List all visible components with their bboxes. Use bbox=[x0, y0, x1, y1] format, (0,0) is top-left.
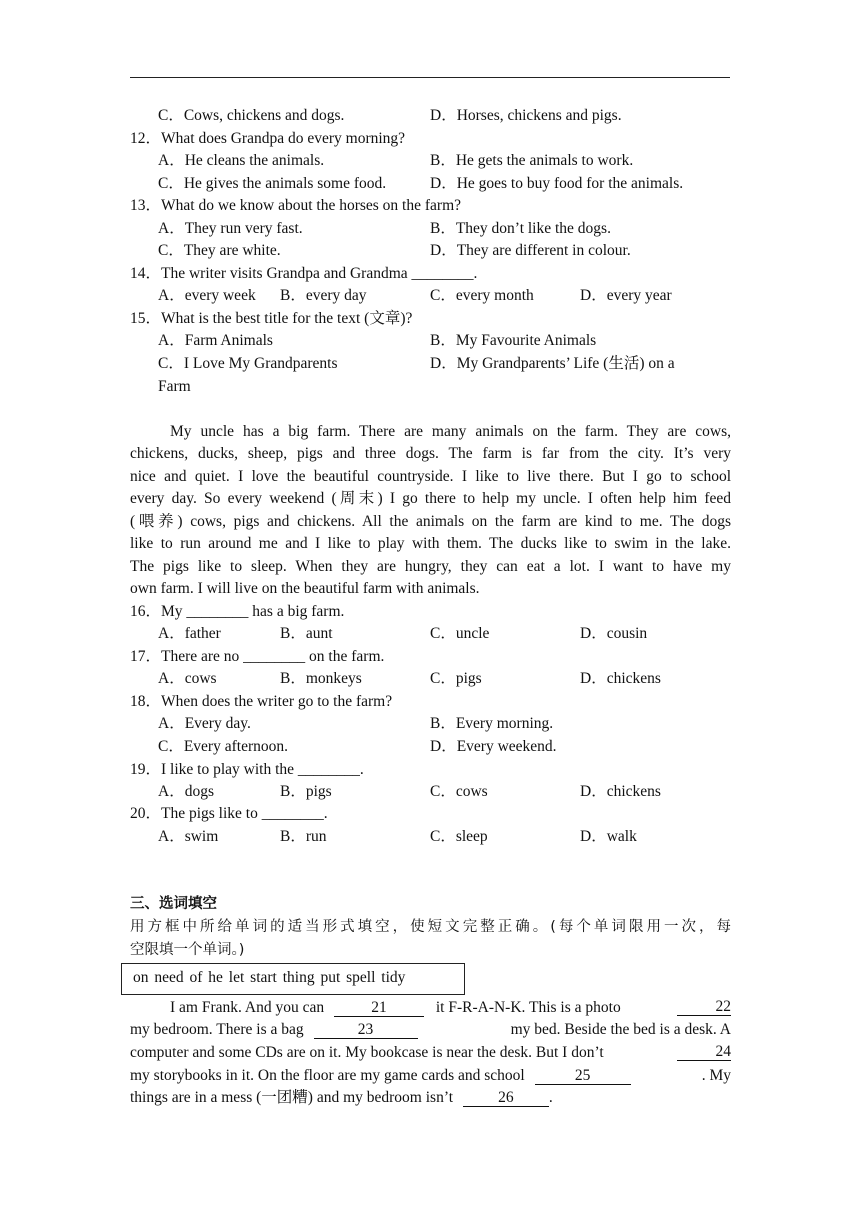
q15-option-d[interactable]: D．My Grandparents’ Life (生活) on a bbox=[430, 355, 675, 372]
q18-option-b[interactable]: B．Every morning. bbox=[430, 715, 554, 732]
q13-option-c[interactable]: C．They are white. bbox=[158, 242, 281, 259]
cloze-text: my bed. Beside the bed is a desk. A bbox=[510, 1021, 731, 1038]
q14-option-d[interactable]: D．every year bbox=[580, 287, 672, 304]
q19-option-a[interactable]: A．dogs bbox=[158, 783, 214, 800]
q17-option-d[interactable]: D．chickens bbox=[580, 670, 661, 687]
passage-line: My uncle has a big farm. There are many animals on the farm. They are cows, bbox=[170, 423, 731, 440]
passage-line: nice and quiet. I love the beautiful countryside. I like to live there. But I go to school bbox=[130, 468, 731, 485]
cloze-text: it F-R-A-N-K. This is a photo bbox=[435, 999, 621, 1016]
q13-option-a[interactable]: A．They run very fast. bbox=[158, 220, 303, 237]
q15-option-d-continued: Farm bbox=[158, 378, 191, 395]
q15-option-a[interactable]: A．Farm Animals bbox=[158, 332, 273, 349]
q15-option-b[interactable]: B．My Favourite Animals bbox=[430, 332, 597, 349]
q15-option-c[interactable]: C．I Love My Grandparents bbox=[158, 355, 338, 372]
blank-21[interactable]: 21 bbox=[334, 999, 424, 1017]
q20-option-a[interactable]: A．swim bbox=[158, 828, 219, 845]
q19-stem: 19．I like to play with the ________. bbox=[130, 761, 364, 778]
q18-stem: 18．When does the writer go to the farm? bbox=[130, 693, 393, 710]
cloze-line-4 bbox=[130, 1066, 731, 1086]
cloze-line-5 bbox=[130, 1088, 553, 1108]
q18-option-d[interactable]: D．Every weekend. bbox=[430, 738, 557, 755]
q12-option-d[interactable]: D．He goes to buy food for the animals. bbox=[430, 175, 684, 192]
q16-option-d[interactable]: D．cousin bbox=[580, 625, 648, 642]
cloze-text: my bedroom. There is a bag bbox=[130, 1021, 304, 1038]
cloze-text: I am Frank. And you can bbox=[170, 999, 325, 1016]
q17-option-c[interactable]: C．pigs bbox=[430, 670, 482, 687]
word-box-words: on need of he let start thing put spell tidy bbox=[133, 969, 406, 986]
passage-line: own farm. I will live on the beautiful farm with animals. bbox=[130, 580, 480, 597]
q19-option-b[interactable]: B．pigs bbox=[280, 783, 332, 800]
q14-option-c[interactable]: C．every month bbox=[430, 287, 534, 304]
q16-option-c[interactable]: C．uncle bbox=[430, 625, 490, 642]
cloze-text: computer and some CDs are on it. My bookcase is near the desk. But I don’t bbox=[130, 1044, 604, 1061]
q20-stem: 20．The pigs like to ________. bbox=[130, 805, 328, 822]
passage-line: like to run around me and I like to play with them. The ducks like to swim in the lake. bbox=[130, 535, 731, 552]
q14-option-b[interactable]: B．every day bbox=[280, 287, 367, 304]
blank-23[interactable]: 23 bbox=[314, 1021, 418, 1039]
blank-26[interactable]: 26 bbox=[463, 1089, 549, 1107]
section-3-instruction-cont: 空限填一个单词。) bbox=[130, 942, 245, 958]
cloze-line-1 bbox=[170, 998, 731, 1018]
blank-24[interactable]: 24 bbox=[677, 1043, 731, 1061]
cloze-text: . bbox=[548, 1089, 553, 1106]
q20-option-b[interactable]: B．run bbox=[280, 828, 327, 845]
passage-line: chickens, ducks, sheep, pigs and three dogs. The farm is far from the city. It’s very bbox=[130, 445, 731, 462]
q17-option-a[interactable]: A．cows bbox=[158, 670, 217, 687]
q16-stem: 16．My ________ has a big farm. bbox=[130, 603, 345, 620]
cloze-line-2 bbox=[130, 1020, 731, 1040]
cloze-text: . My bbox=[701, 1067, 731, 1084]
passage-line: every day. So every weekend (周末) I go there to help my uncle. I often help him feed bbox=[130, 490, 731, 507]
q19-option-c[interactable]: C．cows bbox=[430, 783, 488, 800]
q12-option-b[interactable]: B．He gets the animals to work. bbox=[430, 152, 634, 169]
q12-stem: 12．What does Grandpa do every morning? bbox=[130, 130, 406, 147]
blank-22[interactable]: 22 bbox=[677, 998, 731, 1016]
cloze-line-3 bbox=[130, 1043, 731, 1063]
cloze-text: things are in a mess (一团糟) and my bedroom isn’t bbox=[130, 1089, 454, 1106]
q18-option-c[interactable]: C．Every afternoon. bbox=[158, 738, 288, 755]
q16-option-a[interactable]: A．father bbox=[158, 625, 221, 642]
q12-option-c[interactable]: C．He gives the animals some food. bbox=[158, 175, 387, 192]
q14-stem: 14．The writer visits Grandpa and Grandma ________. bbox=[130, 265, 478, 282]
q19-option-d[interactable]: D．chickens bbox=[580, 783, 661, 800]
header-rule bbox=[130, 77, 730, 78]
passage-line: The pigs like to sleep. When they are hungry, they can eat a lot. I want to have my bbox=[130, 558, 731, 575]
q17-option-b[interactable]: B．monkeys bbox=[280, 670, 362, 687]
passage-line: (喂养) cows, pigs and chickens. All the animals on the farm are kind to me. The dogs bbox=[130, 513, 731, 530]
q15-stem: 15．What is the best title for the text (文章)? bbox=[130, 310, 413, 327]
blank-25[interactable]: 25 bbox=[535, 1067, 631, 1085]
section-3-title: 三、选词填空 bbox=[130, 896, 217, 912]
word-box bbox=[121, 963, 465, 995]
q17-stem: 17．There are no ________ on the farm. bbox=[130, 648, 385, 665]
section-3-instruction: 用方框中所给单词的适当形式填空，使短文完整正确。(每个单词限用一次，每 bbox=[130, 919, 731, 935]
q20-option-d[interactable]: D．walk bbox=[580, 828, 637, 845]
q11-option-c[interactable]: C．Cows, chickens and dogs. bbox=[158, 107, 345, 124]
q16-option-b[interactable]: B．aunt bbox=[280, 625, 333, 642]
q14-option-a[interactable]: A．every week bbox=[158, 287, 256, 304]
q13-option-d[interactable]: D．They are different in colour. bbox=[430, 242, 631, 259]
q18-option-a[interactable]: A．Every day. bbox=[158, 715, 251, 732]
q13-option-b[interactable]: B．They don’t like the dogs. bbox=[430, 220, 611, 237]
cloze-text: my storybooks in it. On the floor are my game cards and school bbox=[130, 1067, 525, 1084]
q11-option-d[interactable]: D．Horses, chickens and pigs. bbox=[430, 107, 622, 124]
q20-option-c[interactable]: C．sleep bbox=[430, 828, 488, 845]
q13-stem: 13．What do we know about the horses on the farm? bbox=[130, 197, 462, 214]
q12-option-a[interactable]: A．He cleans the animals. bbox=[158, 152, 325, 169]
